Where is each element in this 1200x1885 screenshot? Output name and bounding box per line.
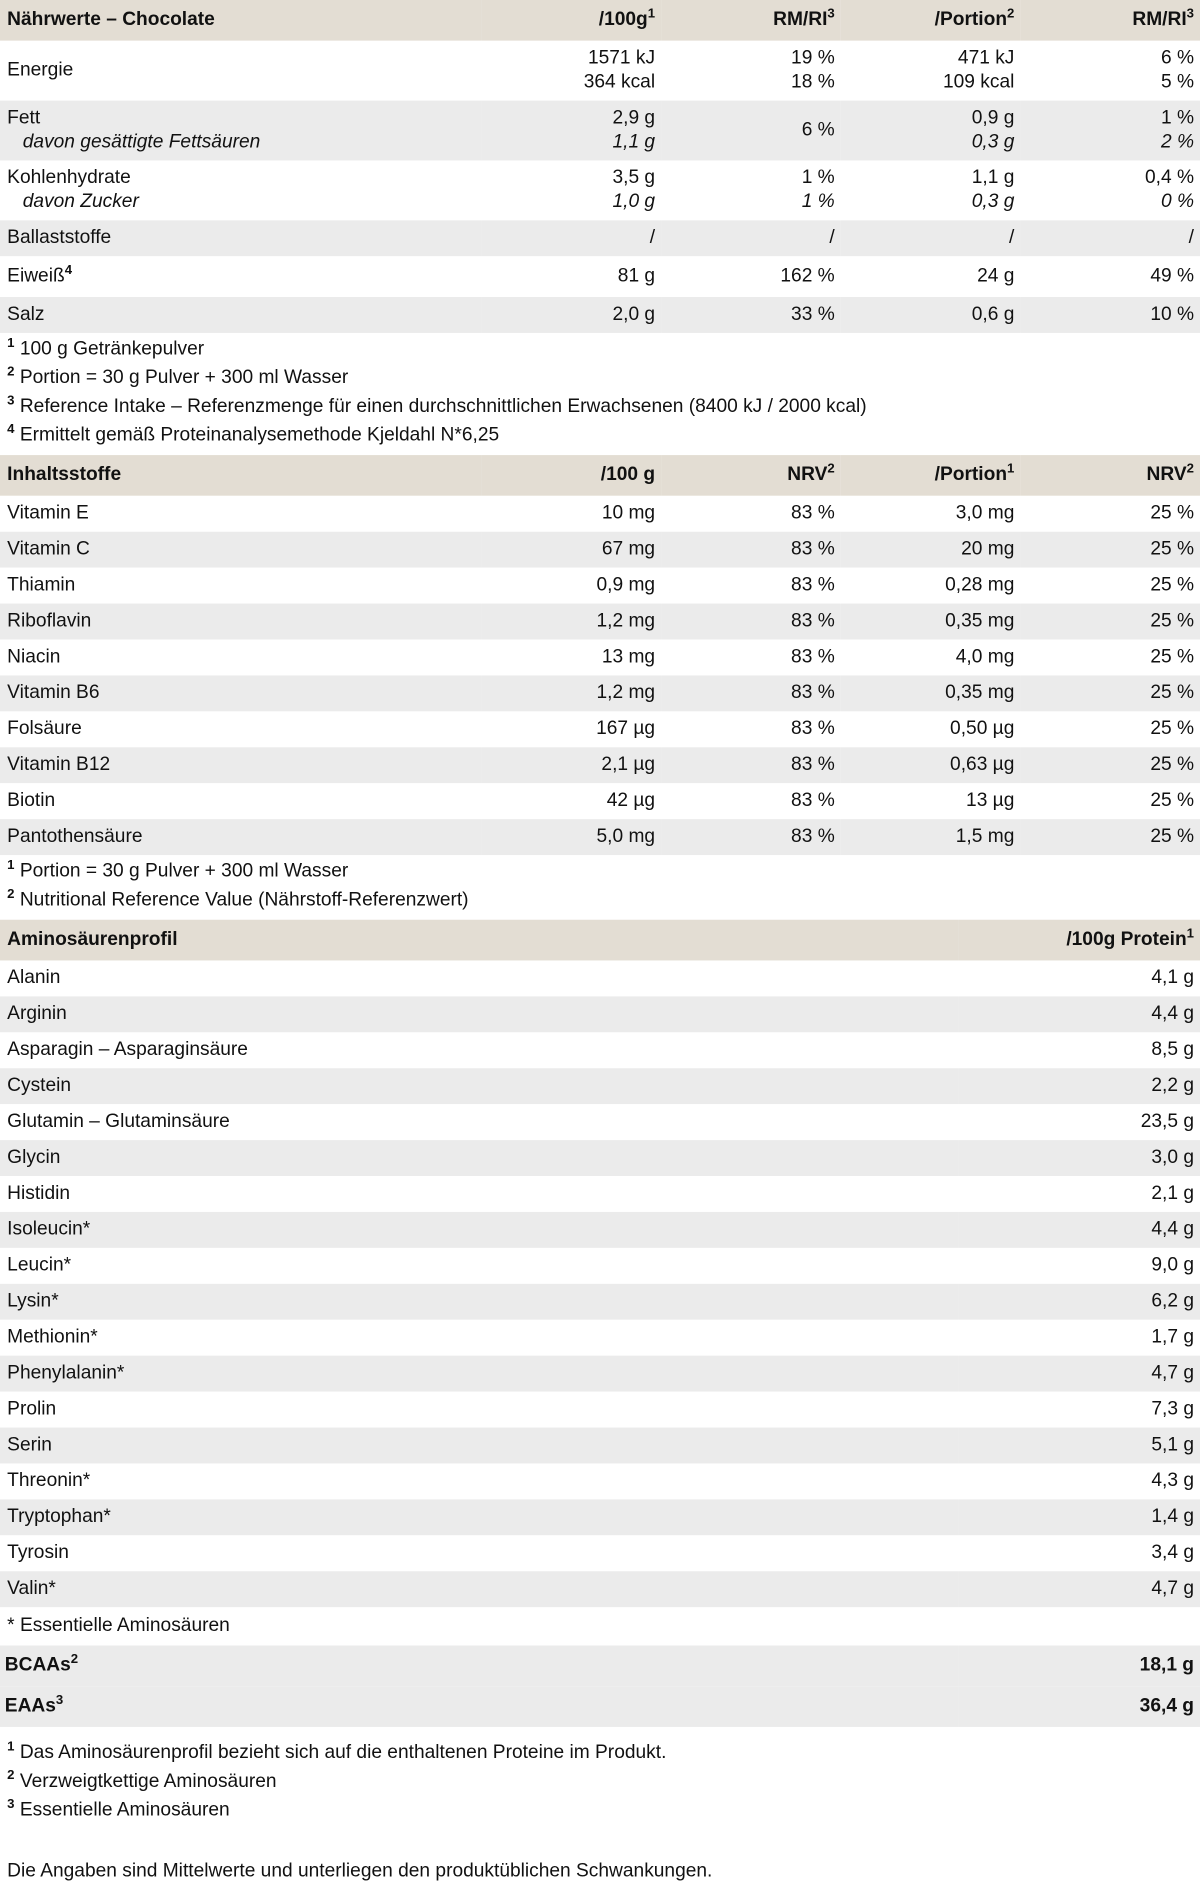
- inhaltsstoffe-footnotes: [0, 855, 1200, 920]
- row-label: Phenylalanin*: [0, 1356, 958, 1392]
- row-value: 83 %: [661, 640, 841, 676]
- row-value: 13 mg: [481, 640, 661, 676]
- header-cell: $/100g^1$: [481, 0, 661, 41]
- row-value: 42 µg: [481, 783, 661, 819]
- row-value: 83 %: [661, 747, 841, 783]
- naehrwerte-header: [0, 0, 1200, 41]
- row-label: Biotin: [0, 783, 481, 819]
- header-cell: /100g Protein$^1$: [958, 920, 1200, 961]
- table-row: [0, 747, 1200, 783]
- essential-note: * Essentielle Aminosäuren: [7, 1615, 230, 1636]
- row-value: 9,0 g: [958, 1248, 1200, 1284]
- row-value: 4,3 g: [958, 1463, 1200, 1499]
- table-row: [0, 960, 1200, 996]
- row-value: 23,5 g: [958, 1104, 1200, 1140]
- row-label: Riboflavin: [0, 604, 481, 640]
- footnote: $^1$ Portion = 30 g Pulver + 300 ml Wasser: [7, 858, 349, 882]
- row-value: 10 mg: [481, 496, 661, 532]
- aminosaeuren-footnotes: [0, 1727, 1200, 1830]
- row-label: Alanin: [0, 960, 958, 996]
- row-value: 25 %: [1020, 783, 1200, 819]
- footnote: $^2$ Verzweigtkettige Aminosäuren: [7, 1768, 277, 1792]
- row-label: Serin: [0, 1428, 958, 1464]
- header-cell: $RM/RI^3$: [1020, 0, 1200, 41]
- header-cell: /Portion$^1$: [841, 455, 1021, 496]
- row-value: 3,4 g: [958, 1535, 1200, 1571]
- table-row-fett: Fett davon gesättigte Fettsäuren 2,9 g 1,1 g 6 % 0,9 g 0,3 g 1 % 2 %: [0, 101, 1200, 161]
- aminosaeuren-table: [0, 920, 1200, 1607]
- table-row: [0, 1428, 1200, 1464]
- row-value: 25 %: [1020, 568, 1200, 604]
- row-value: 1,5 mg: [841, 819, 1021, 855]
- inhaltsstoffe-body: [0, 496, 1200, 855]
- row-value: 4,1 g: [958, 960, 1200, 996]
- table-row: [0, 996, 1200, 1032]
- header-cell: NRV$^2$: [661, 455, 841, 496]
- row-value: 4,7 g: [958, 1571, 1200, 1607]
- row-label: Pantothensäure: [0, 819, 481, 855]
- row-value: 0,28 mg: [841, 568, 1021, 604]
- table-row: [0, 819, 1200, 855]
- row-label: Tyrosin: [0, 1535, 958, 1571]
- row-label: Methionin*: [0, 1320, 958, 1356]
- aminosaeuren-header: [0, 920, 1200, 961]
- footnote: $^3$ Essentielle Aminosäuren: [7, 1797, 230, 1821]
- header-cell: $RM/RI^3$: [661, 0, 841, 41]
- row-value: 0,35 mg: [841, 604, 1021, 640]
- row-value: 1,2 mg: [481, 675, 661, 711]
- footnote: $^2$ Nutritional Reference Value (Nährstoff-Referenzwert): [7, 887, 469, 911]
- table-row-eaas: EAAs$^3$ 36,4 g: [0, 1686, 1200, 1727]
- row-label: Histidin: [0, 1176, 958, 1212]
- row-label: Arginin: [0, 996, 958, 1032]
- table-row: [0, 1356, 1200, 1392]
- row-value: 83 %: [661, 819, 841, 855]
- header-cell: /100 g: [481, 455, 661, 496]
- row-label: Lysin*: [0, 1284, 958, 1320]
- row-value: 20 mg: [841, 532, 1021, 568]
- table-row: [0, 1248, 1200, 1284]
- row-value: 25 %: [1020, 604, 1200, 640]
- row-value: 4,4 g: [958, 1212, 1200, 1248]
- row-value: 167 µg: [481, 711, 661, 747]
- table-row-bcaas: BCAAs$^2$ 18,1 g: [0, 1646, 1200, 1687]
- footnote: $^4$ Ermittelt gemäß Proteinanalysemethode Kjeldahl N*6,25: [7, 422, 500, 446]
- row-value: 83 %: [661, 532, 841, 568]
- table-row: [0, 1104, 1200, 1140]
- table-row: [0, 1176, 1200, 1212]
- row-label: Prolin: [0, 1392, 958, 1428]
- table-row: [0, 1571, 1200, 1607]
- row-value: 0,9 mg: [481, 568, 661, 604]
- row-value: 3,0 g: [958, 1140, 1200, 1176]
- row-value: 5,1 g: [958, 1428, 1200, 1464]
- table-row: [0, 1535, 1200, 1571]
- row-label: Isoleucin*: [0, 1212, 958, 1248]
- row-value: 83 %: [661, 496, 841, 532]
- row-value: 25 %: [1020, 532, 1200, 568]
- row-value: 4,4 g: [958, 996, 1200, 1032]
- footnote: $^3$ Reference Intake – Referenzmenge für einen durchschnittlichen Erwachsenen (8400 kJ / 2000 kcal): [7, 393, 867, 417]
- table-row: [0, 1499, 1200, 1535]
- row-label: Niacin: [0, 640, 481, 676]
- row-value: 6,2 g: [958, 1284, 1200, 1320]
- row-label: Cystein: [0, 1068, 958, 1104]
- row-value: 7,3 g: [958, 1392, 1200, 1428]
- row-label: Thiamin: [0, 568, 481, 604]
- row-label: Vitamin B12: [0, 747, 481, 783]
- table-row: [0, 1392, 1200, 1428]
- footnote: $^1$ 100 g Getränkepulver: [7, 336, 205, 360]
- row-label: Asparagin – Asparaginsäure: [0, 1032, 958, 1068]
- row-value: 25 %: [1020, 711, 1200, 747]
- header-cell: NRV$^2$: [1020, 455, 1200, 496]
- table-row: [0, 1320, 1200, 1356]
- header-cell: /Portion$^2$: [841, 0, 1021, 41]
- row-label: Glycin: [0, 1140, 958, 1176]
- row-label: Tryptophan*: [0, 1499, 958, 1535]
- table-row: [0, 675, 1200, 711]
- row-value: 25 %: [1020, 496, 1200, 532]
- row-value: 0,63 µg: [841, 747, 1021, 783]
- table-row: [0, 604, 1200, 640]
- table-row-kohlenhydrate: Kohlenhydrate davon Zucker 3,5 g 1,0 g 1 % 1 % 1,1 g 0,3 g 0,4 % 0 %: [0, 160, 1200, 220]
- row-label: Threonin*: [0, 1463, 958, 1499]
- table-row: [0, 1032, 1200, 1068]
- summary-table: [0, 1646, 1200, 1727]
- row-value: 83 %: [661, 711, 841, 747]
- row-value: 2,1 µg: [481, 747, 661, 783]
- table-row: [0, 1068, 1200, 1104]
- table-row: [0, 532, 1200, 568]
- row-value: 2,1 g: [958, 1176, 1200, 1212]
- row-value: 83 %: [661, 604, 841, 640]
- table-row: [0, 1212, 1200, 1248]
- table-row-eiweiss: Eiweiß$^4$ 81 g 162 % 24 g 49 %: [0, 256, 1200, 297]
- row-label: Leucin*: [0, 1248, 958, 1284]
- row-value: 0,50 µg: [841, 711, 1021, 747]
- row-label: Valin*: [0, 1571, 958, 1607]
- row-value: 1,4 g: [958, 1499, 1200, 1535]
- row-value: 25 %: [1020, 747, 1200, 783]
- row-value: 13 µg: [841, 783, 1021, 819]
- table-row: [0, 1140, 1200, 1176]
- row-value: 4,7 g: [958, 1356, 1200, 1392]
- row-label: Glutamin – Glutaminsäure: [0, 1104, 958, 1140]
- row-value: 4,0 mg: [841, 640, 1021, 676]
- table-row-ballaststoffe: Ballaststoffe / / / /: [0, 220, 1200, 256]
- row-value: 5,0 mg: [481, 819, 661, 855]
- row-value: 83 %: [661, 568, 841, 604]
- table-row: [0, 496, 1200, 532]
- row-label: Vitamin E: [0, 496, 481, 532]
- table-row-energie: Energie 1571 kJ 364 kcal 19 % 18 % 471 kJ 109 kcal 6 % 5 %: [0, 41, 1200, 101]
- naehrwerte-table: [0, 0, 1200, 333]
- row-label: Folsäure: [0, 711, 481, 747]
- row-value: 25 %: [1020, 819, 1200, 855]
- naehrwerte-footnotes: [0, 333, 1200, 455]
- footnote: $^2$ Portion = 30 g Pulver + 300 ml Wasser: [7, 364, 349, 389]
- table-row-salz: Salz 2,0 g 33 % 0,6 g 10 %: [0, 297, 1200, 333]
- header-cell: Inhaltsstoffe: [0, 455, 481, 496]
- row-label: Vitamin B6: [0, 675, 481, 711]
- table-row: [0, 783, 1200, 819]
- table-row: [0, 640, 1200, 676]
- header-cell: Nährwerte – Chocolate: [0, 0, 481, 41]
- row-value: 2,2 g: [958, 1068, 1200, 1104]
- inhaltsstoffe-header: [0, 455, 1200, 496]
- row-value: 8,5 g: [958, 1032, 1200, 1068]
- disclaimer-text: Die Angaben sind Mittelwerte und unterliegen den produktüblichen Schwankungen.: [7, 1861, 713, 1882]
- row-value: 25 %: [1020, 675, 1200, 711]
- row-value: 1,2 mg: [481, 604, 661, 640]
- row-value: 83 %: [661, 675, 841, 711]
- table-row: [0, 568, 1200, 604]
- row-value: 83 %: [661, 783, 841, 819]
- inhaltsstoffe-table: [0, 455, 1200, 855]
- row-value: 25 %: [1020, 640, 1200, 676]
- table-row: [0, 711, 1200, 747]
- row-value: 1,7 g: [958, 1320, 1200, 1356]
- row-value: 0,35 mg: [841, 675, 1021, 711]
- row-value: 67 mg: [481, 532, 661, 568]
- aminosaeuren-body: [0, 960, 1200, 1607]
- row-label: Vitamin C: [0, 532, 481, 568]
- footnote: $^1$ Das Aminosäurenprofil bezieht sich auf die enthaltenen Proteine im Produkt.: [7, 1739, 667, 1763]
- header-cell: Aminosäurenprofil: [0, 920, 958, 961]
- row-value: 3,0 mg: [841, 496, 1021, 532]
- table-row: [0, 1284, 1200, 1320]
- table-row: [0, 1463, 1200, 1499]
